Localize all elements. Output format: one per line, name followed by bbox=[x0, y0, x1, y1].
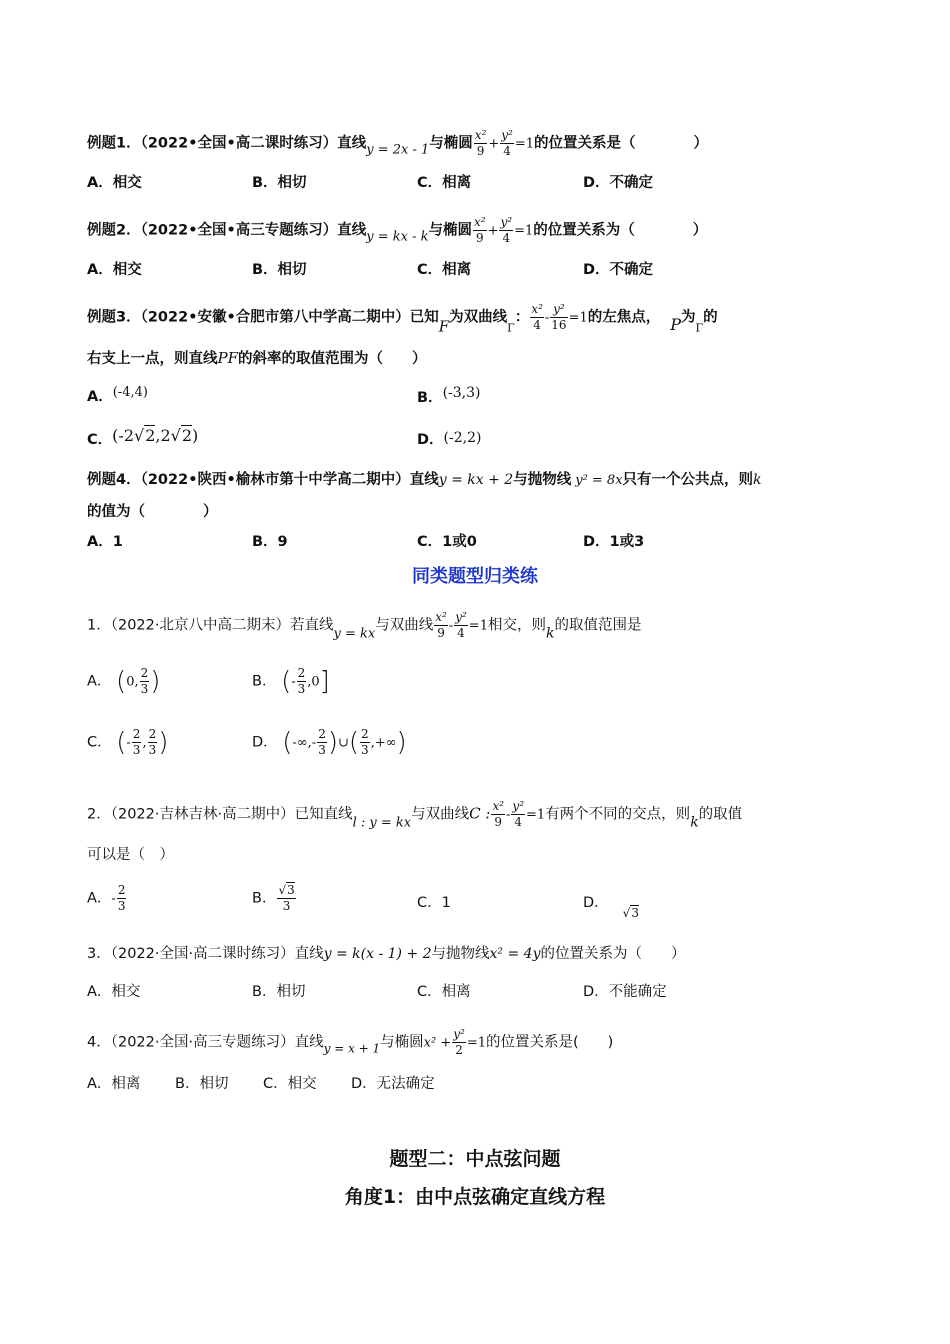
q4-math-x2: x² + bbox=[423, 1035, 452, 1051]
q1-option-d-post: ,+∞ bbox=[370, 735, 397, 751]
ex2-text-b: 与椭圆 bbox=[428, 222, 472, 239]
q2-option-b-den: 3 bbox=[277, 898, 295, 914]
ex1-stem bbox=[87, 128, 708, 161]
q1-option-c-num1: 2 bbox=[132, 727, 141, 741]
ex3-minus: - bbox=[544, 310, 550, 326]
ex3-option-a[interactable] bbox=[87, 383, 148, 407]
q1-option-b-post: ,0 bbox=[307, 674, 320, 690]
ex3-option-a-label: A． bbox=[87, 389, 113, 405]
q1-option-c[interactable] bbox=[87, 727, 168, 758]
q4-label: 4． bbox=[87, 1034, 111, 1051]
ex4-label: 例题4． bbox=[87, 472, 141, 488]
q4-option-c[interactable]: C．相交 bbox=[263, 1076, 317, 1092]
q1-option-c-frac2 bbox=[148, 727, 158, 758]
ex4-stem-line2: 的值为（ ） bbox=[87, 504, 218, 520]
q2-option-b-frac bbox=[277, 883, 295, 914]
q1-source: （2022·北京八中高二期末） bbox=[110, 617, 290, 634]
q2-option-c-value: 1 bbox=[441, 895, 451, 911]
q1-option-d-cup: ∪ bbox=[337, 735, 349, 751]
q4-option-b[interactable]: B．相切 bbox=[175, 1076, 229, 1092]
q1-option-a-lparen: ( bbox=[116, 666, 127, 697]
q2-stem bbox=[87, 799, 742, 834]
q2-option-b-label: B． bbox=[252, 890, 277, 907]
q1-text-d: 的取值范围是 bbox=[554, 617, 642, 634]
q1-option-a-frac bbox=[140, 666, 150, 697]
q1-stem bbox=[87, 610, 641, 645]
q1-option-c-den2: 3 bbox=[148, 743, 157, 757]
q4-option-d[interactable]: D．无法确定 bbox=[351, 1076, 435, 1092]
ex4-option-b[interactable]: B．9 bbox=[252, 534, 288, 550]
q1-option-c-pre: - bbox=[126, 735, 131, 751]
ex1-frac2-den: 4 bbox=[500, 143, 514, 159]
ex2-math-line: y = kx - k bbox=[366, 229, 429, 245]
ex4-option-c[interactable]: C．1或0 bbox=[417, 534, 477, 550]
ex1-frac2-num: y² bbox=[501, 128, 513, 142]
q2-text-b: 与双曲线 bbox=[411, 806, 470, 823]
q2-option-a-frac bbox=[117, 883, 127, 914]
ex3-stem-line2 bbox=[87, 348, 427, 369]
ex3-text-d: 为 bbox=[681, 309, 696, 326]
q1-var-k: k bbox=[545, 625, 555, 642]
q1-option-c-num2: 2 bbox=[148, 727, 157, 741]
ex2-frac1-num: x² bbox=[474, 215, 486, 229]
ex1-frac1 bbox=[474, 128, 488, 159]
q1-option-d-den1: 3 bbox=[318, 743, 326, 757]
q2-option-d[interactable] bbox=[583, 893, 639, 923]
ex3-frac2-num: y² bbox=[553, 302, 565, 316]
q2-var-k: k bbox=[690, 814, 699, 831]
q1-frac1-num: x² bbox=[435, 610, 447, 624]
q1-option-a-label: A． bbox=[87, 673, 112, 690]
q2-var-c: C : bbox=[469, 804, 491, 823]
ex1-eq: =1 bbox=[514, 136, 535, 152]
ex3-stem bbox=[87, 302, 718, 339]
q1-option-b-rparen: ] bbox=[319, 666, 330, 697]
q1-option-b-lparen: ( bbox=[281, 666, 292, 697]
ex3-line2-a: 右支上一点，则直线 bbox=[87, 351, 218, 367]
q2-option-b-root: 3 bbox=[287, 883, 295, 897]
q3-source: （2022·全国·高二课时练习） bbox=[110, 946, 295, 962]
q1-frac2 bbox=[454, 610, 468, 641]
ex3-option-b[interactable] bbox=[417, 383, 480, 408]
ex2-frac2-num: y² bbox=[500, 215, 513, 229]
q2-minus: - bbox=[506, 807, 511, 823]
ex3-option-b-label: B． bbox=[417, 390, 443, 406]
ex2-frac2-den: 4 bbox=[499, 230, 513, 246]
q2-option-c-label: C． bbox=[417, 895, 442, 911]
ex3-var-gamma: Γ bbox=[507, 321, 515, 335]
q1-option-d-frac1 bbox=[317, 727, 327, 758]
ex4-stem bbox=[87, 470, 762, 491]
ex1-option-c[interactable]: C．相离 bbox=[417, 175, 472, 191]
q1-frac1-den: 9 bbox=[434, 625, 448, 641]
ex3-frac1-num: x² bbox=[531, 302, 543, 316]
q3-option-a[interactable]: A．相交 bbox=[87, 984, 141, 1000]
ex3-eq: =1 bbox=[568, 310, 588, 326]
ex4-math-line: y = kx + 2 bbox=[438, 472, 514, 488]
ex2-source: （2022•全国•高三专题练习） bbox=[140, 222, 338, 239]
ex2-option-c[interactable]: C．相离 bbox=[417, 262, 472, 278]
q1-option-b-num: 2 bbox=[297, 666, 306, 680]
ex1-option-a[interactable]: A．相交 bbox=[87, 175, 142, 191]
ex4-math-parabola: y² = 8x bbox=[575, 473, 623, 488]
q1-option-a-den: 3 bbox=[140, 682, 149, 696]
q1-option-b[interactable] bbox=[252, 666, 330, 697]
ex2-label: 例题2． bbox=[87, 222, 141, 239]
q2-math-line: l : y = kx bbox=[352, 815, 412, 831]
ex2-frac1 bbox=[473, 215, 487, 246]
ex1-frac1-den: 9 bbox=[474, 143, 488, 159]
ex3-source: （2022•安徽•合肥市第八中学高二期中） bbox=[140, 309, 410, 326]
ex1-frac2 bbox=[500, 128, 514, 159]
q1-frac1 bbox=[434, 610, 448, 641]
q4-text-c: 的位置关系是( ) bbox=[486, 1034, 614, 1051]
q1-option-a[interactable] bbox=[87, 666, 160, 697]
ex3-option-b-value: (-3,3) bbox=[442, 385, 481, 401]
ex3-frac1-den: 4 bbox=[530, 317, 544, 333]
q2-option-c[interactable] bbox=[417, 893, 451, 913]
q2-frac1-num: x² bbox=[492, 799, 505, 813]
q1-option-d-lparen2: ( bbox=[348, 727, 360, 758]
q1-option-c-mid: , bbox=[142, 735, 147, 751]
q1-minus: - bbox=[448, 618, 454, 634]
ex4-option-a[interactable]: A．1 bbox=[87, 534, 123, 550]
ex2-option-a[interactable]: A．相交 bbox=[87, 262, 142, 278]
q4-eq: =1 bbox=[466, 1035, 487, 1051]
q2-text-a: 已知直线 bbox=[294, 806, 353, 823]
q1-option-d-lparen1: ( bbox=[282, 727, 293, 758]
q4-option-a[interactable]: A．相离 bbox=[87, 1076, 141, 1092]
heading-type-two: 题型二：中点弦问题 bbox=[389, 1148, 561, 1170]
ex3-text-a: 已知 bbox=[409, 309, 439, 326]
ex1-option-d[interactable]: D．不确定 bbox=[583, 175, 654, 191]
ex1-label: 例题1． bbox=[87, 135, 141, 152]
ex2-option-d[interactable]: D．不确定 bbox=[583, 262, 654, 278]
q4-frac-den: 2 bbox=[452, 1042, 466, 1058]
q2-option-a-num: 2 bbox=[117, 883, 126, 897]
ex3-option-d[interactable] bbox=[417, 428, 481, 450]
ex3-frac2-den: 16 bbox=[551, 318, 567, 332]
q1-option-a-pre: 0, bbox=[126, 674, 139, 690]
q4-frac bbox=[452, 1027, 466, 1058]
q2-option-d-root: 3 bbox=[631, 906, 639, 920]
q3-label: 3． bbox=[87, 946, 111, 962]
q1-label: 1． bbox=[87, 617, 111, 634]
q2-frac2 bbox=[511, 799, 525, 830]
q2-option-b-num: √3 bbox=[278, 883, 295, 897]
ex3-option-c[interactable] bbox=[87, 426, 198, 450]
ex3-var-gamma2: Γ bbox=[695, 321, 704, 335]
ex3-option-c-part1: -2 bbox=[118, 426, 134, 445]
q1-text-a: 若直线 bbox=[290, 617, 334, 634]
q2-option-a-pre: - bbox=[111, 891, 116, 907]
q1-option-d-pre: -∞,- bbox=[292, 735, 317, 751]
q1-text-b: 与双曲线 bbox=[375, 617, 434, 634]
ex3-option-c-value: (-2√2,2√2) bbox=[112, 426, 199, 445]
q1-option-d-label: D． bbox=[252, 734, 278, 751]
ex3-line2-b: 的斜率的取值范围为（ ） bbox=[238, 351, 427, 367]
ex3-option-d-label: D． bbox=[417, 432, 444, 448]
ex2-text-a: 直线 bbox=[337, 222, 367, 239]
q1-option-a-rparen: ) bbox=[150, 666, 161, 697]
q1-option-c-frac1 bbox=[132, 727, 142, 758]
q2-eq: =1 bbox=[526, 807, 546, 823]
q1-option-c-rparen: ) bbox=[158, 727, 169, 758]
q2-frac1-den: 9 bbox=[491, 814, 505, 830]
ex3-var-p: P bbox=[670, 314, 682, 334]
ex3-var-pf: PF bbox=[217, 349, 239, 367]
q3-math-line: y = k(x - 1) + 2 bbox=[323, 946, 432, 962]
q1-frac2-den: 4 bbox=[454, 625, 468, 641]
ex3-frac1 bbox=[530, 302, 544, 333]
ex2-stem bbox=[87, 215, 707, 248]
q1-frac2-num: y² bbox=[455, 610, 467, 624]
q3-option-c[interactable]: C．相离 bbox=[417, 984, 471, 1000]
q1-option-d-rparen2: ) bbox=[396, 727, 407, 758]
ex1-frac1-num: x² bbox=[474, 128, 487, 142]
ex3-option-d-value: (-2,2) bbox=[443, 430, 482, 446]
q4-source: （2022·全国·高三专题练习） bbox=[110, 1034, 295, 1051]
q4-text-b: 与椭圆 bbox=[380, 1034, 424, 1051]
q1-option-b-label: B． bbox=[252, 673, 277, 690]
ex2-plus: + bbox=[487, 223, 499, 239]
q1-option-c-label: C． bbox=[87, 734, 112, 751]
q2-option-d-value: √3 bbox=[622, 906, 639, 920]
q1-option-d-frac2 bbox=[360, 727, 370, 758]
ex2-frac1-den: 9 bbox=[473, 230, 487, 246]
ex4-source: （2022•陕西•榆林市第十中学高二期中） bbox=[140, 472, 410, 488]
q2-option-a[interactable] bbox=[87, 883, 127, 914]
q3-text-c: 的位置关系为（ ） bbox=[540, 946, 686, 962]
q2-option-b[interactable] bbox=[252, 883, 297, 914]
q4-stem bbox=[87, 1027, 613, 1059]
q1-option-c-lparen: ( bbox=[116, 727, 127, 758]
ex3-option-c-part2: ,2 bbox=[155, 426, 171, 445]
ex4-option-d[interactable]: D．1或3 bbox=[583, 534, 645, 550]
q1-option-d-num1: 2 bbox=[318, 727, 326, 741]
ex3-option-a-value: (-4,4) bbox=[112, 385, 148, 400]
q4-text-a: 直线 bbox=[294, 1034, 324, 1051]
q1-math-line: y = kx bbox=[333, 626, 376, 642]
ex3-text-e: 的 bbox=[703, 309, 718, 326]
q1-eq: =1 bbox=[468, 618, 488, 634]
ex1-text-a: 直线 bbox=[337, 135, 367, 152]
ex4-var-k: k bbox=[753, 472, 762, 488]
ex3-option-c-root2: 2 bbox=[181, 426, 193, 445]
ex2-text-c: 的位置关系为（ ） bbox=[533, 222, 708, 239]
q1-option-c-den1: 3 bbox=[132, 743, 141, 757]
ex3-colon: ： bbox=[514, 309, 530, 326]
ex1-text-c: 的位置关系是（ ） bbox=[534, 135, 709, 152]
q2-text-c: 有两个不同的交点，则 bbox=[545, 806, 691, 823]
ex2-frac2 bbox=[499, 215, 513, 246]
heading-angle-one: 角度1：由中点弦确定直线方程 bbox=[344, 1186, 606, 1208]
q1-option-d[interactable] bbox=[252, 727, 407, 758]
q2-source: （2022·吉林吉林·高二期中） bbox=[110, 806, 295, 823]
q1-text-c: 相交，则 bbox=[487, 617, 546, 634]
ex2-option-b[interactable]: B．相切 bbox=[252, 262, 307, 278]
q3-option-d[interactable]: D．不能确定 bbox=[583, 984, 667, 1000]
ex3-var-f: F bbox=[438, 317, 450, 336]
q3-option-b[interactable]: B．相切 bbox=[252, 984, 306, 1000]
ex3-frac2 bbox=[550, 302, 567, 333]
q1-option-a-num: 2 bbox=[140, 666, 149, 680]
q3-text-b: 与抛物线 bbox=[431, 946, 490, 962]
ex4-text-a: 直线 bbox=[409, 472, 439, 488]
q4-frac-num: y² bbox=[453, 1027, 465, 1041]
q2-text-d: 的取值 bbox=[698, 806, 743, 823]
ex3-text-c: 的左焦点， bbox=[587, 309, 661, 326]
q2-label: 2． bbox=[87, 806, 111, 823]
q1-option-b-pre: - bbox=[291, 674, 296, 690]
q1-option-d-rparen1: ) bbox=[327, 727, 338, 758]
q1-option-d-den2: 3 bbox=[361, 743, 369, 757]
q2-frac2-den: 4 bbox=[511, 814, 525, 830]
ex1-plus: + bbox=[488, 136, 500, 152]
q3-text-a: 直线 bbox=[294, 946, 324, 962]
ex1-option-b[interactable]: B．相切 bbox=[252, 175, 307, 191]
section-title: 同类题型归类练 bbox=[412, 566, 538, 587]
ex4-text-c: 只有一个公共点，则 bbox=[622, 472, 754, 488]
q1-option-b-den: 3 bbox=[297, 682, 306, 696]
q2-frac1 bbox=[491, 799, 505, 830]
q2-stem-line2: 可以是（ ） bbox=[87, 847, 174, 863]
ex1-text-b: 与椭圆 bbox=[429, 135, 473, 152]
q4-math-line: y = x + 1 bbox=[323, 1041, 381, 1056]
q2-option-a-label: A． bbox=[87, 890, 112, 907]
q1-option-d-num2: 2 bbox=[361, 727, 369, 741]
ex3-option-c-label: C． bbox=[87, 432, 113, 448]
q3-math-parabola: x² = 4y bbox=[489, 946, 541, 962]
ex1-math-line: y = 2x - 1 bbox=[366, 142, 430, 158]
ex1-source: （2022•全国•高二课时练习） bbox=[140, 135, 338, 152]
ex3-option-c-root1: 2 bbox=[145, 426, 156, 445]
q2-option-a-den: 3 bbox=[117, 899, 126, 913]
ex2-eq: =1 bbox=[514, 223, 534, 239]
ex3-label: 例题3． bbox=[87, 309, 141, 326]
ex4-text-b: 与抛物线 bbox=[513, 472, 572, 488]
q2-option-d-label: D． bbox=[583, 895, 609, 911]
ex3-text-b: 为双曲线 bbox=[449, 309, 508, 326]
q2-frac2-num: y² bbox=[512, 799, 525, 813]
q1-option-b-frac bbox=[297, 666, 307, 697]
q3-stem bbox=[87, 944, 686, 964]
